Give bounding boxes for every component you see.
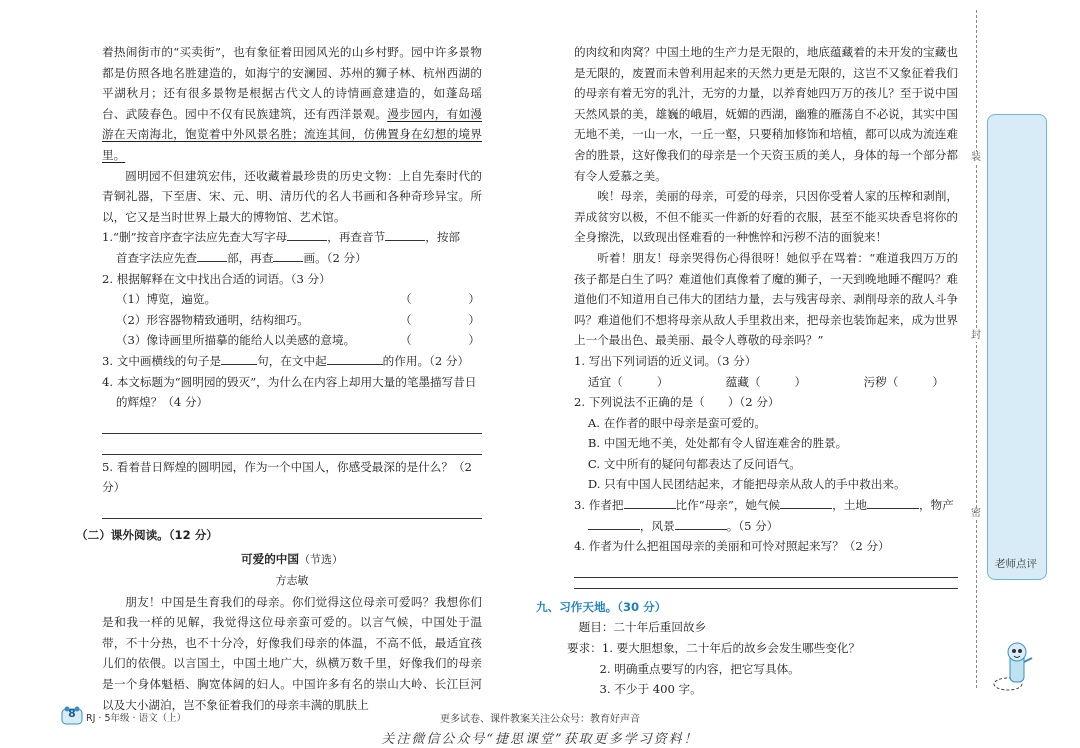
question-1-cont: 首查字法应先查 部，再查 画。（2 分） (115, 250, 367, 265)
passage-paragraph: 听着！朋友！母亲哭得伤心得很呀！她似乎在骂着：“难道我四万万的孩子都是白生了吗？难道他们真像着了魔的狮子，一天到晚地睡不醒吗？难道他们不知道用自己伟大的团结力量，去与残害母亲、剥削母亲的敌人斗争吗？难道他们不想将母亲从敌人手里救出来，把母亲也装饰起来，成为世界上一个最出色、最美丽、最令人尊敬的母亲吗？” (574, 250, 958, 348)
question-2-item: （2）形容器物精致通明，结构细巧。 （ ） (115, 312, 480, 327)
question-5: 5. 看着昔日辉煌的圆明园，作为一个中国人，你感受最深的是什么？（2 分） (102, 459, 472, 495)
binding-mark: 密 (971, 508, 981, 519)
answer-line[interactable] (102, 413, 482, 434)
left-column (76, 42, 482, 715)
passage-paragraph: 的肉纹和肉窝？中国土地的生产力是无限的，地底蕴藏着的未开发的宝藏也是无限的，废置而未曾利用起来的天然力更是无限的，这岂不又象征着我们的母亲有着无穷的乳汁，无穷的力量，以养育她四万万的孩儿？至于说中国天然风景的美，雄巍的峨眉，妩媚的西湖，幽雅的雁荡自不必说，其实中国无地不美，一山一水，一丘一壑，只要稍加修饰和培植，都可以成为流连难舍的胜景，这好像我们的母亲是一个天资玉质的美人，身体的每一个部分都有令人爱慕之美。 (574, 45, 958, 183)
answer-blank[interactable] (588, 517, 640, 530)
answer-blank[interactable] (780, 496, 832, 509)
binding-line (976, 10, 977, 688)
question-1: 1.“删”按音序查字法应先查大写字母 ，再查音节 ，按部 (102, 230, 461, 245)
question-2-item: （3）像诗画里所描摹的能给人以美感的意境。 （ ） (115, 333, 480, 348)
writing-topic: 题目：二十年后重回故乡 (578, 620, 707, 635)
answer-blank[interactable] (624, 496, 676, 509)
teacher-comment-box[interactable] (987, 114, 1047, 580)
option-d[interactable]: D. 只有中国人民团结起来，才能把母亲从敌人的手中救出来。 (587, 477, 906, 492)
passage-paragraph (102, 42, 482, 166)
question-3-cont: ，风景 。（5 分） (574, 516, 958, 537)
binding-mark: 封 (971, 330, 981, 341)
page-number: 8 (68, 707, 76, 720)
section-heading: 九、习作天地。（30 分） (536, 599, 667, 614)
grade-label: RJ · 5年级 · 语文（上） (86, 713, 187, 724)
answer-blank[interactable] (197, 249, 227, 262)
passage-author: 方志敏 (275, 574, 309, 588)
synonym-item[interactable]: 蕴藏（ ） (725, 374, 807, 389)
question-2-item: （1）博览，遍览。 （ ） (115, 292, 480, 307)
writing-req: 3. 不少于 400 字。 (599, 682, 702, 697)
synonym-row (574, 372, 958, 393)
passage-paragraph: 朋友！中国是生育我们的母亲。你们觉得这位母亲可爱吗？我想你们是和我一样的见解，我觉得这位母亲蛮可爱的。以言气候，中国处于温带，不十分热，也不十分冷，好像我们母亲的体温，不高不低，最适宜孩儿们的依偎。以言国土，中国土地广大，纵横万数千里，好像我们的母亲是一个身体魁梧、胸宽体阔的妇人。中国许多有名的崇山大岭、长江巨河以及大小湖泊，岂不象征着我们的母亲丰满的肌肤上 (102, 594, 482, 712)
answer-blank[interactable] (221, 352, 257, 365)
question-2: 2. 根据解释在文中找出合适的词语。（3 分） (102, 271, 331, 286)
underlined-sentence: 漫步园内，有如漫游在天南海北，饱览着中外风景名胜；流连其间，仿佛置身在幻想的境界里。 (102, 106, 482, 162)
answer-blank[interactable] (273, 249, 303, 262)
footer-handwriting: 关注微信公众号“捷思课堂”获取更多学习资料！ (381, 732, 699, 747)
section-heading: （二）课外阅读。（12 分） (76, 527, 218, 542)
answer-blank[interactable] (675, 517, 727, 530)
answer-blank[interactable] (867, 496, 919, 509)
answer-line[interactable] (574, 578, 958, 589)
passage-text: 着热闹街市的“买卖街”，也有象征着田园风光的山乡村野。园中许多景物都是仿照各地名胜建造的，如海宁的安澜园、苏州的狮子林、杭州西湖的平湖秋月；还有很多景物是根据古代文人的诗情画意建造的，如蓬岛瑶台、武陵春色。园中不仅有民族建筑，还有西洋景观。 (102, 45, 482, 121)
right-column (536, 42, 958, 700)
pencil-mascot-icon (992, 642, 1046, 694)
passage-paragraph: 唉！母亲，美丽的母亲，可爱的母亲，只因你受着人家的压榨和剥削，弄成贫穷以极，不但不能买一件新的好看的衣服，甚至不能买块香皂将你的全身擦洗，以致现出怪难看的一种憔悴和污秽不洁的面貌来！ (574, 189, 958, 245)
synonym-item[interactable]: 适宜（ ） (587, 374, 669, 389)
binding-mark: 装 (971, 152, 981, 163)
answer-blank[interactable] (287, 228, 327, 241)
answer-line[interactable] (574, 557, 958, 578)
question-4: 4. 本文标题为“圆明园的毁灭”，为什么在内容上却用大量的笔墨描写昔日的辉煌？（4 分） (102, 374, 477, 410)
question-3: 3. 文中画横线的句子是 句，在文中起 的作用。（2 分） (102, 353, 470, 368)
answer-blank[interactable] (385, 228, 425, 241)
option-a[interactable]: A. 在作者的眼中母亲是蛮可爱的。 (587, 415, 766, 430)
writing-req: 要求：1. 要大胆想象，二十年后的故乡会发生哪些变化？ (567, 641, 861, 656)
question-1: 1. 写出下列词语的近义词。（3 分） (574, 353, 757, 368)
passage-title: 可爱的中国（节选） (241, 552, 343, 567)
question-4: 4. 作者为什么把祖国母亲的美丽和可怜对照起来写？（2 分） (574, 539, 890, 554)
writing-req: 2. 明确重点要写的内容，把它写具体。 (599, 661, 800, 676)
answer-blank[interactable] (327, 352, 383, 365)
teacher-comment-label: 老师点评 (995, 558, 1037, 570)
question-2: 2. 下列说法不正确的是（ ）（2 分） (574, 395, 780, 410)
option-b[interactable]: B. 中国无地不美，处处都有令人留连难舍的胜景。 (587, 436, 848, 451)
answer-line[interactable] (102, 434, 482, 455)
answer-line[interactable] (102, 498, 482, 519)
synonym-item[interactable]: 污秽（ ） (863, 374, 944, 389)
passage-paragraph: 圆明园不但建筑宏伟，还收藏着最珍贵的历史文物：上自先秦时代的青铜礼器，下至唐、宋、元、明、清历代的名人书画和各种奇珍异宝。所以，它又是当时世界上最大的博物馆、艺术馆。 (102, 168, 482, 224)
option-c[interactable]: C. 文中所有的疑问句都表达了反问语气。 (587, 456, 801, 471)
question-3: 3. 作者把 比作“母亲”，她气候 ，土地 ，物产 (574, 498, 954, 513)
footer-note: 更多试卷、课件教案关注公众号：教育好声音 (440, 714, 640, 725)
